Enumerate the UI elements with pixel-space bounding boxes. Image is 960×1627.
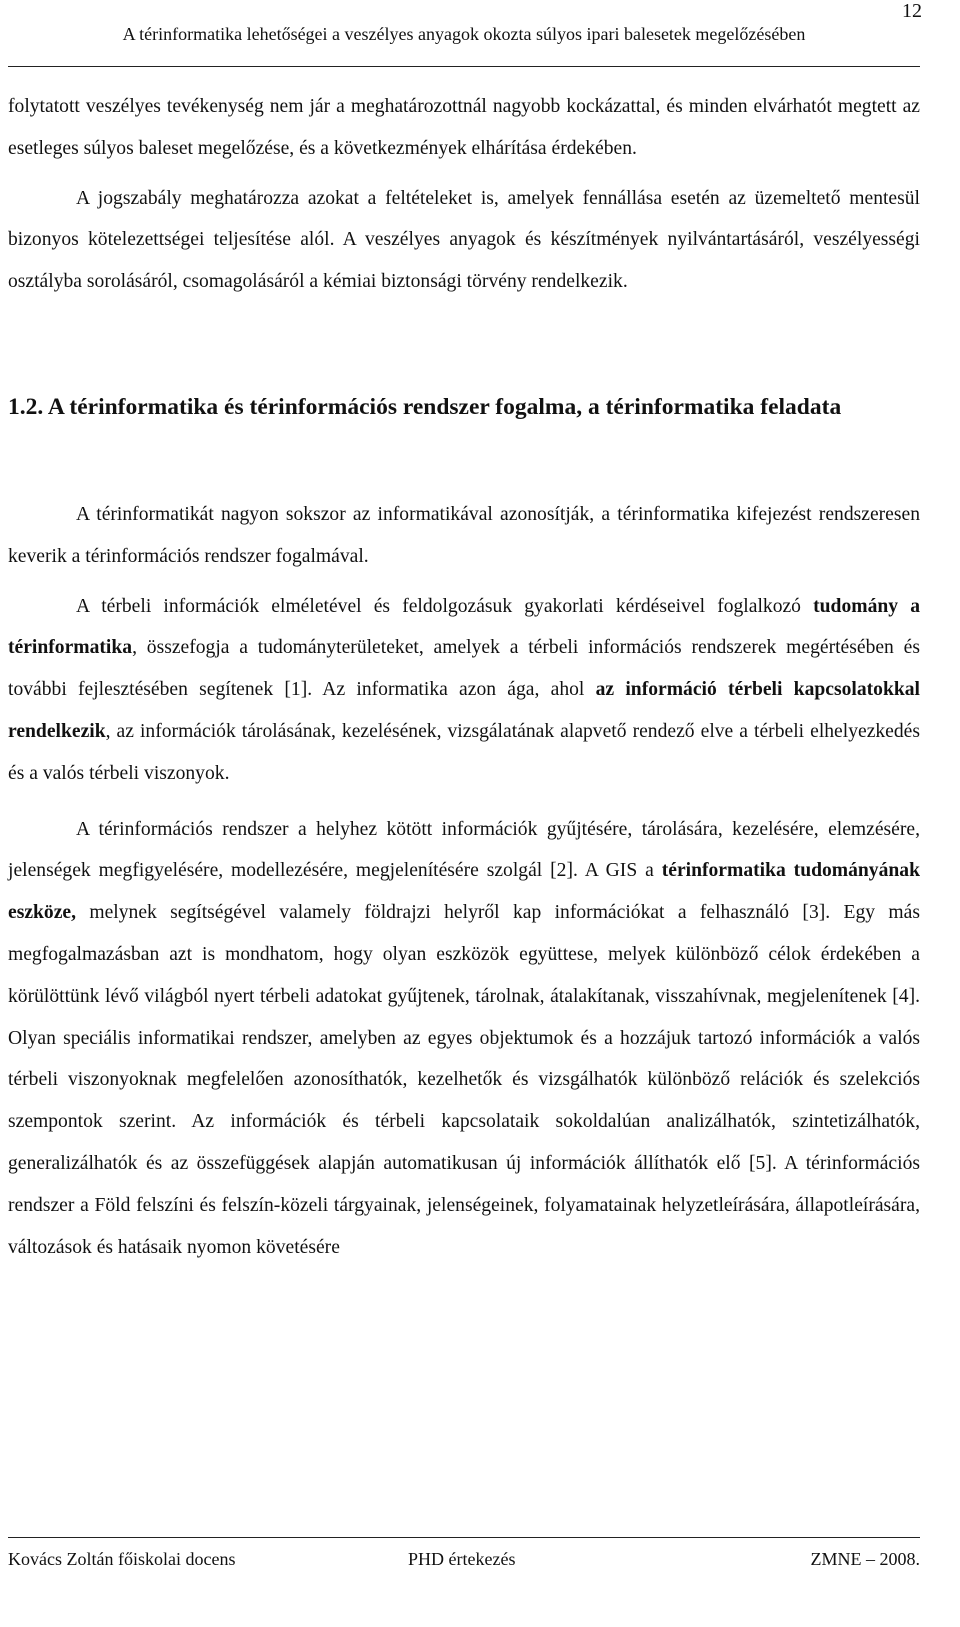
bold-term: tudomány a térinformatika — [8, 595, 920, 659]
page-footer — [8, 1548, 920, 1570]
paragraph-definition: A térinformatikát nagyon sokszor az informatikával azonosítják, a térinformatika kifejezést rendszeresen keverik a térinformációs rendszer fogalmával. — [8, 503, 920, 567]
document-body — [8, 86, 920, 1268]
text-run: , az információk tárolásának, kezelésének, vizsgálatának alapvető rendező elve a térbeli elhelyezkedés és a valós térbeli viszonyok. — [8, 720, 920, 784]
paragraph-continuation: folytatott veszélyes tevékenység nem jár a meghatározottnál nagyobb kockázattal, és minden elvárhatót megtett az esetleges súlyos baleset megelőzése, és a következmények elhárítása érdekében. — [8, 96, 920, 159]
text-run: , összefogja a tudományterületeket, amelyek a térbeli információs rendszerek megértésében és további fejlesztésében segítenek [1]. Az informatika azon ága, ahol — [8, 637, 920, 701]
section-heading: 1.2. A térinformatika és térinformációs rendszer fogalma, a térinformatika feladata — [8, 393, 842, 420]
paragraph-science — [8, 586, 920, 795]
text-run: melynek segítségével valamely földrajzi helyről kap információkat a felhasználó [3]. Egy más megfogalmazásban azt is mondhatom, hogy olyan eszközök együttese, melyek különböző célok érdekében a körülöttünk lévő világból nyert térbeli adatokat gyűjtenek, tárolnak, átalakítanak, visszahívnak, megjelenítenek [4]. Olyan speciális informatikai rendszer, amelyben az egyes objektumok és a hozzájuk tartozó információk a valós térbeli viszonyoknak megfelelően azonosíthatók, kezelhetők és vizsgálhatók különböző relációk és szelekciós szempontok szerint. Az információk és térbeli kapcsolataik sokoldalúan analizálhatók, szintetizálhatók, generalizálhatók és az összefüggések alapján automatikusan új információk állíthatók elő [5]. A térinformációs rendszer a Föld felszíni és felszín-közeli tárgyainak, jelenségeinek, folyamatainak helyzetleírására, állapotleírására, változások és hatásaik nyomon követésére — [8, 902, 920, 1258]
bold-term: az információ térbeli kapcsolatokkal rendelkezik — [8, 679, 920, 742]
footer-author: Kovács Zoltán főiskolai docens — [8, 1549, 236, 1569]
paragraph-gis — [8, 809, 920, 1269]
page-number: 12 — [902, 0, 922, 22]
bold-term: térinformatika tudományának eszköze, — [8, 860, 920, 924]
footer-institution: ZMNE – 2008. — [810, 1549, 920, 1569]
running-header: A térinformatika lehetőségei a veszélyes anyagok okozta súlyos ipari balesetek megelőzésében — [122, 24, 806, 44]
paragraph-legal: A jogszabály meghatározza azokat a feltételeket is, amelyek fennállása esetén az üzemeltető mentesül bizonyos kötelezettségei teljesítése alól. A veszélyes anyagok és készítmények nyilvántartásáról, veszélyességi osztályba sorolásáról, csomagolásáról a kémiai biztonsági törvény rendelkezik. — [8, 187, 920, 293]
footer-document-type: PHD értekezés — [408, 1549, 516, 1569]
footer-divider — [8, 1537, 920, 1538]
header-divider — [8, 66, 920, 67]
text-run: A térbeli információk elméletével és feldolgozásuk gyakorlati kérdéseivel foglalkozó — [76, 595, 814, 617]
text-run: A térinformációs rendszer a helyhez kötött információk gyűjtésére, tárolására, kezelésére, elemzésére, jelenségek megfigyelésére, modellezésére, megjelenítésére szolgál [2]. A GIS a — [8, 818, 920, 882]
